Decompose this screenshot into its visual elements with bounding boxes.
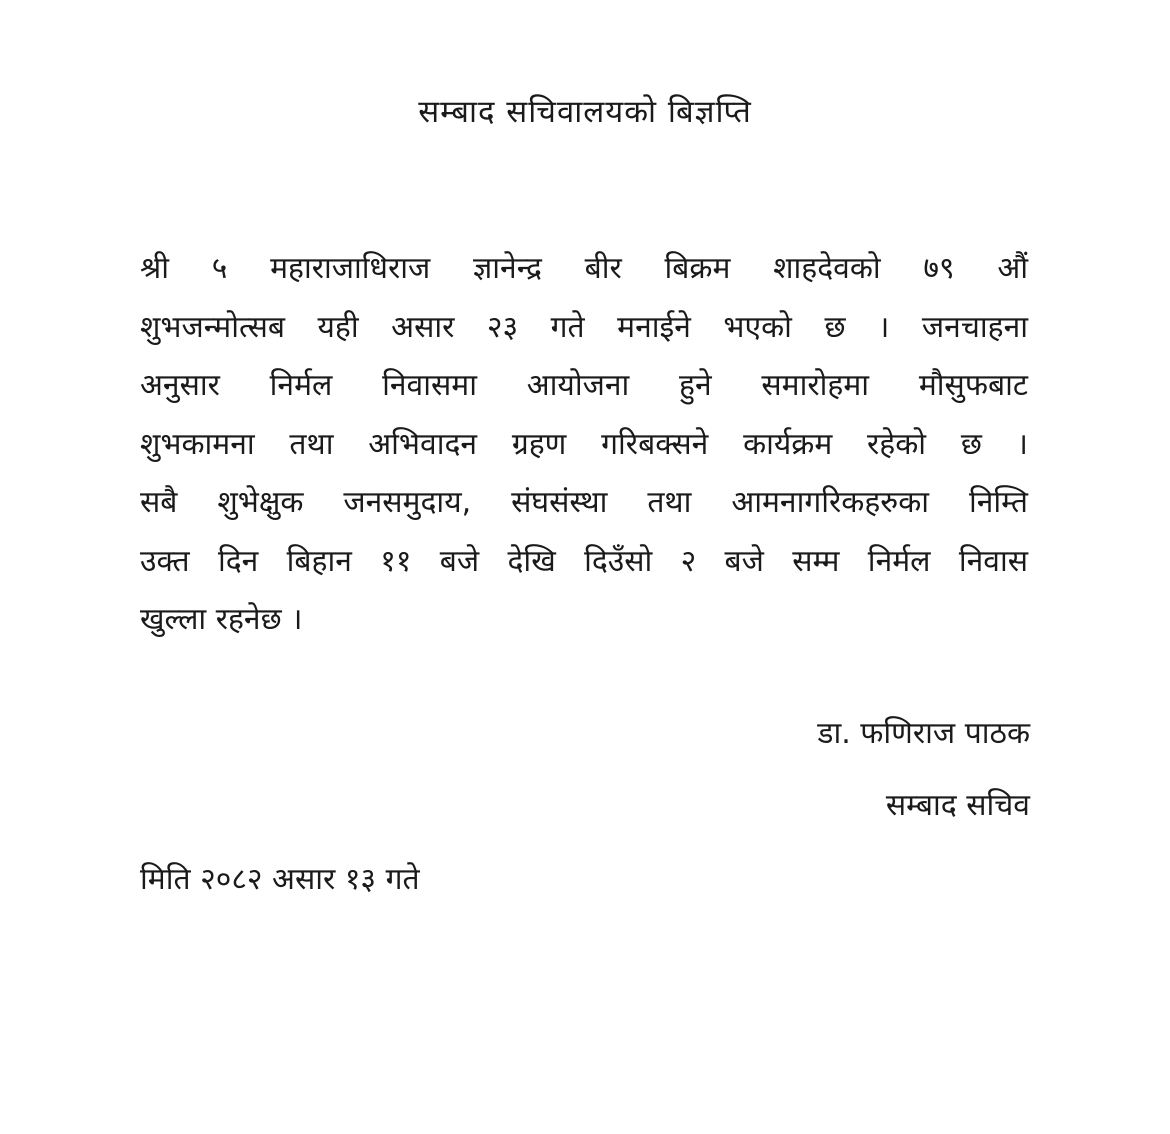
notice-date: मिति २०८२ असार १३ गते [140, 862, 420, 897]
signer-title: सम्बाद सचिव [885, 788, 1030, 823]
body-line: उक्त दिन बिहान ११ बजे देखि दिउँसो २ बजे सम्म निर्मल निवास [140, 543, 1028, 579]
body-line: शुभजन्मोत्सब यही असार २३ गते मनाईने भएको छ । जनचाहना [140, 309, 1028, 345]
body-line: अनुसार निर्मल निवासमा आयोजना हुने समारोहमा मौसुफबाट [140, 368, 1028, 403]
signer-name: डा. फणिराज पाठक [817, 716, 1030, 751]
body-line: शुभकामना तथा अभिवादन ग्रहण गरिबक्सने कार्यक्रम रहेको छ । [140, 426, 1028, 462]
body-line: सबै शुभेक्षुक जनसमुदाय, संघसंस्था तथा आमनागरिकहरुका निम्ति [140, 485, 1028, 520]
notice-body [140, 240, 1028, 650]
body-line: श्री ५ महाराजाधिराज ज्ञानेन्द्र बीर बिक्रम शाहदेवको ७९ औं [140, 251, 1028, 286]
notice-title: सम्बाद सचिवालयको बिज्ञप्ति [418, 94, 752, 130]
body-line: खुल्ला रहनेछ । [140, 602, 303, 637]
